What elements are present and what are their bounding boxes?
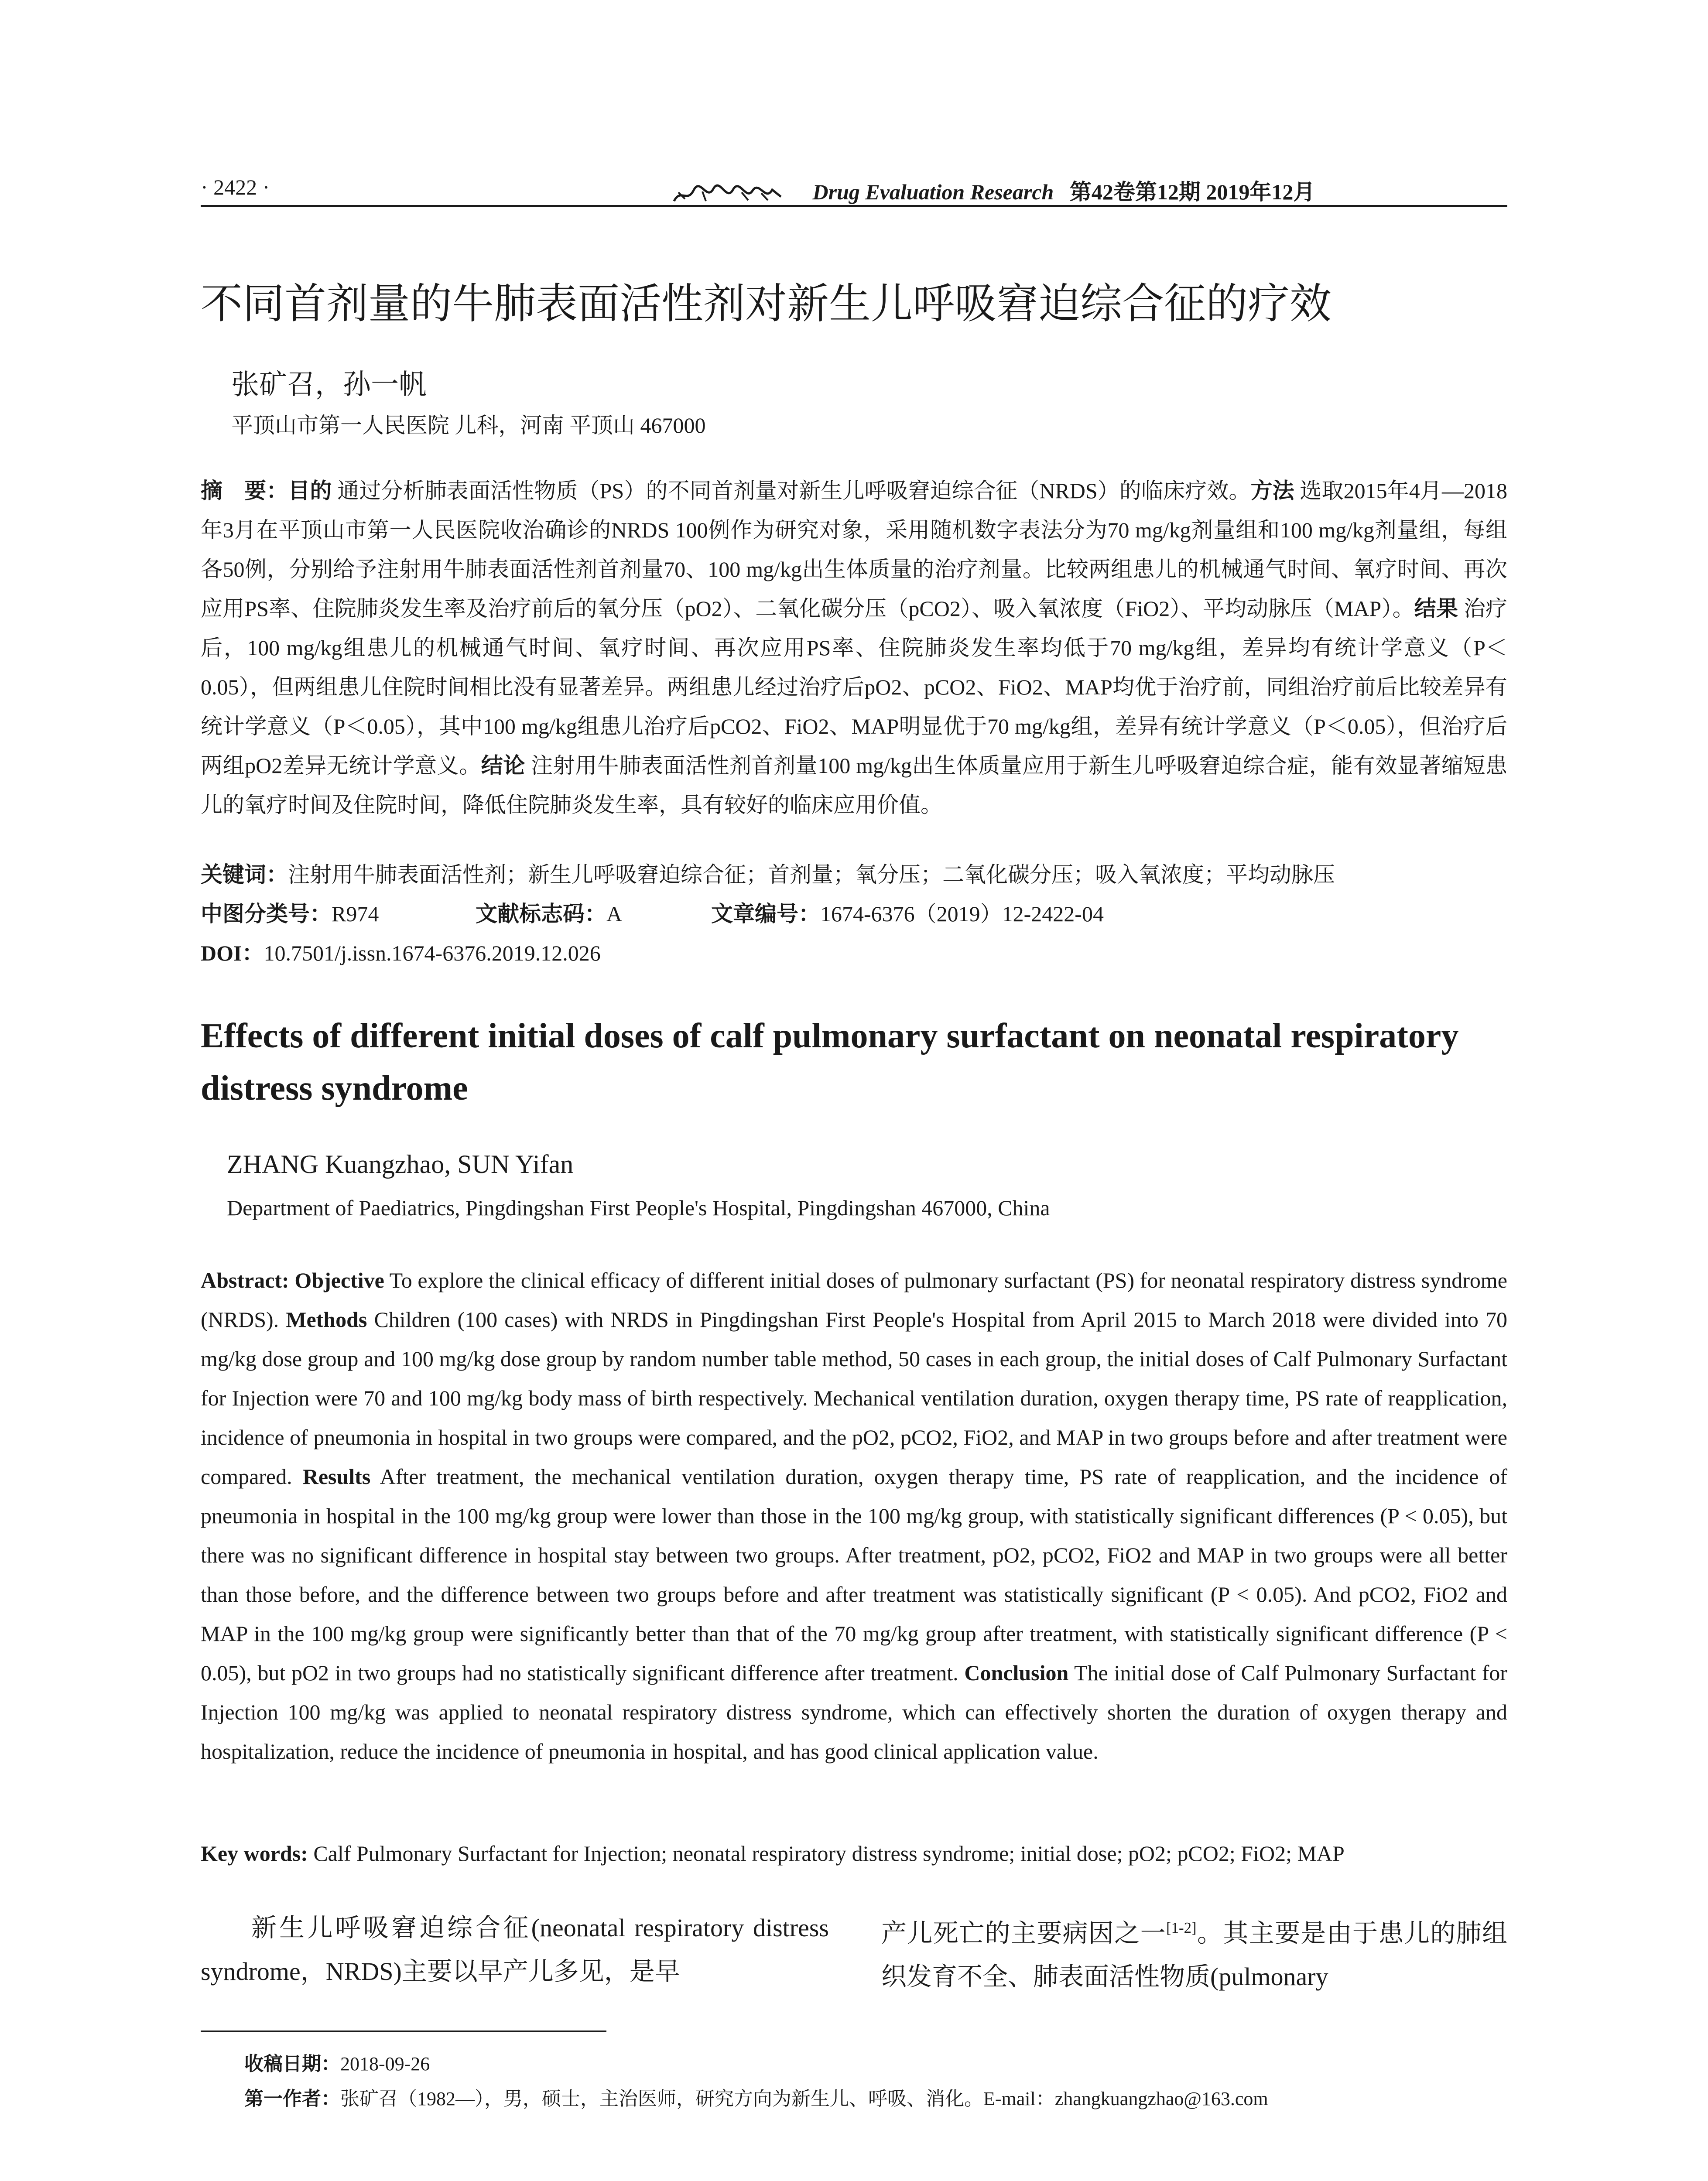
journal-logo xyxy=(672,184,785,205)
journal-name: Drug Evaluation Research xyxy=(812,180,1054,204)
doc-code-label: 文献标志码： xyxy=(476,901,606,926)
en-methods-label: Methods xyxy=(286,1307,367,1332)
body-right-text-a: 产儿死亡的主要病因之一 xyxy=(881,1919,1167,1948)
results-text: 治疗后，100 mg/kg组患儿的机械通气时间、氧疗时间、再次应用PS率、住院肺炎发生率均低于70 mg/kg组，差异均有统计学意义（P＜0.05），但两组患儿住院时间相比没有显著差异。两组患儿经过治疗后pO2、pCO2、FiO2、MAP均优于治疗前，同组治疗前后比较差异有统计学意义（P＜0.05），其中100 mg/kg组患儿治疗后pCO2、FiO2、MAP明显优于70 mg/kg组，差异有统计学意义（P＜0.05），但治疗后两组pO2差异无统计学意义。 xyxy=(201,596,1508,778)
chinese-keywords xyxy=(201,855,1335,894)
article-no-value: 1674-6376（2019）12-2422-04 xyxy=(820,902,1104,926)
citation-ref: [1-2] xyxy=(1166,1919,1197,1936)
article-no xyxy=(711,894,1104,933)
objective-text: 通过分析肺表面活性物质（PS）的不同首剂量对新生儿呼吸窘迫综合征（NRDS）的临床疗效。 xyxy=(337,479,1251,503)
results-label: 结果 xyxy=(1414,596,1458,621)
conclusion-label: 结论 xyxy=(481,753,525,778)
first-author-info: 张矿召（1982—），男，硕士，主治医师，研究方向为新生儿、呼吸、消化。E-mail：zhangkuangzhao@163.com xyxy=(340,2088,1268,2109)
article-no-label: 文章编号： xyxy=(711,901,820,926)
page-number: · 2422 · xyxy=(201,175,270,199)
chinese-authors: 张矿召，孙一帆 xyxy=(231,369,427,400)
en-methods-text: Children (100 cases) with NRDS in Pingdingshan First People's Hospital from April 2015 to March 2018 were divided into 70 mg/kg dose group and 100 mg/kg dose group by random number table method, 50 cases in each group, the initial doses of Calf Pulmonary Surfactant for Injection were 70 and 100 mg/kg body mass of birth respectively. Mechanical ventilation duration, oxygen therapy time, PS rate of reapplication, incidence of pneumonia in hospital in two groups were compared, and the pO2, pCO2, FiO2, and MAP in two groups before and after treatment were compared. xyxy=(201,1307,1507,1489)
en-objective-label: Objective xyxy=(294,1268,384,1292)
en-results-label: Results xyxy=(302,1464,371,1489)
en-keywords-text: Calf Pulmonary Surfactant for Injection; neonatal respiratory distress syndrome; initial dose; pO2; pCO2; FiO2; MAP xyxy=(313,1841,1345,1866)
journal-issue: 第42卷第12期 2019年12月 xyxy=(1069,180,1315,204)
doi-line xyxy=(201,933,601,973)
body-left-text: 新生儿呼吸窘迫综合征(neonatal respiratory distress syndrome，NRDS)主要以早产儿多见，是早 xyxy=(201,1914,829,1986)
footnote-first-author xyxy=(244,2083,1268,2111)
classification-line xyxy=(201,894,1507,933)
clc-value: R974 xyxy=(332,902,379,926)
clc xyxy=(201,894,476,933)
footnote-rule xyxy=(201,2031,606,2032)
chinese-title: 不同首剂量的牛肺表面活性剂对新生儿呼吸窘迫综合征的疗效 xyxy=(201,279,1331,328)
english-abstract xyxy=(201,1261,1507,1771)
methods-label: 方法 xyxy=(1250,478,1294,503)
body-left-column xyxy=(201,1906,829,1993)
english-keywords xyxy=(201,1841,1345,1866)
body-right-text-b: 。其主要是由于患儿的肺组织发育不全、肺表面活性物质(pulmonary xyxy=(881,1919,1507,1991)
en-conclusion-text: The initial dose of Calf Pulmonary Surfactant for Injection 100 mg/kg was applied to neonatal respiratory distress syndrome, which can effectively shorten the duration of oxygen therapy and hospitalization, reduce the incidence of pneumonia in hospital, and has good clinical application value. xyxy=(201,1661,1508,1764)
en-abstract-label: Abstract: xyxy=(201,1268,289,1292)
doc-code-value: A xyxy=(606,902,623,926)
abstract-label: 摘 要： xyxy=(201,478,288,503)
clc-label: 中图分类号： xyxy=(201,901,332,926)
doi-label: DOI： xyxy=(201,941,264,965)
conclusion-text: 注射用牛肺表面活性剂首剂量100 mg/kg出生体质量应用于新生儿呼吸窘迫综合症，能有效显著缩短患儿的氧疗时间及住院时间，降低住院肺炎发生率，具有较好的临床应用价值。 xyxy=(201,753,1508,817)
body-right-column xyxy=(881,1906,1507,1999)
chinese-affiliation: 平顶山市第一人民医院 儿科，河南 平顶山 467000 xyxy=(231,413,706,438)
received-date: 2018-09-26 xyxy=(340,2053,430,2075)
chinese-abstract xyxy=(201,471,1507,824)
objective-label: 目的 xyxy=(288,478,332,503)
journal-line xyxy=(672,174,1315,206)
keywords-label: 关键词： xyxy=(201,862,288,887)
english-title: Effects of different initial doses of calf pulmonary surfactant on neonatal respiratory distress syndrome xyxy=(201,1017,1459,1108)
running-header xyxy=(201,171,1507,206)
en-conclusion-label: Conclusion xyxy=(964,1661,1069,1685)
en-keywords-label: Key words: xyxy=(201,1841,308,1866)
received-label: 收稿日期： xyxy=(244,2053,340,2075)
keywords-text: 注射用牛肺表面活性剂；新生儿呼吸窘迫综合征；首剂量；氧分压；二氧化碳分压；吸入氧浓度；平均动脉压 xyxy=(288,862,1335,887)
header-rule xyxy=(201,205,1507,207)
first-author-label: 第一作者： xyxy=(244,2088,340,2110)
doc-code xyxy=(476,894,711,933)
english-affiliation: Department of Paediatrics, Pingdingshan First People's Hospital, Pingdingshan 467000, China xyxy=(227,1196,1050,1220)
methods-text: 选取2015年4月—2018年3月在平顶山市第一人民医院收治确诊的NRDS 100例作为研究对象，采用随机数字表法分为70 mg/kg剂量组和100 mg/kg剂量组，每组各50例，分别给予注射用牛肺表面活性剂首剂量70、100 mg/kg出生体质量的治疗剂量。比较两组患儿的机械通气时间、氧疗时间、再次应用PS率、住院肺炎发生率及治疗前后的氧分压（pO2）、二氧化碳分压（pCO2）、吸入氧浓度（FiO2）、平均动脉压（MAP）。 xyxy=(201,479,1508,621)
en-objective-text: To explore the clinical efficacy of different initial doses of pulmonary surfactant (PS) for neonatal respiratory distress syndrome (NRDS). xyxy=(201,1268,1507,1332)
doi-value: 10.7501/j.issn.1674-6376.2019.12.026 xyxy=(264,941,601,965)
english-authors: ZHANG Kuangzhao, SUN Yifan xyxy=(227,1150,574,1179)
en-results-text: After treatment, the mechanical ventilation duration, oxygen therapy time, PS rate of reapplication, and the incidence of pneumonia in hospital in the 100 mg/kg group were lower than those in the 100 mg/kg group, with statistically significant differences (P < 0.05), but there was no significant difference in hospital stay between two groups. After treatment, pO2, pCO2, FiO2 and MAP in two groups were all better than those before, and the difference between two groups before and after treatment was statistically significant (P < 0.05). And pCO2, FiO2 and MAP in the 100 mg/kg group were significantly better than that of the 70 mg/kg group after treatment, with statistically significant difference (P < 0.05), but pO2 in two groups had no statistically significant difference after treatment. xyxy=(201,1464,1508,1685)
footnote-received xyxy=(244,2048,430,2076)
